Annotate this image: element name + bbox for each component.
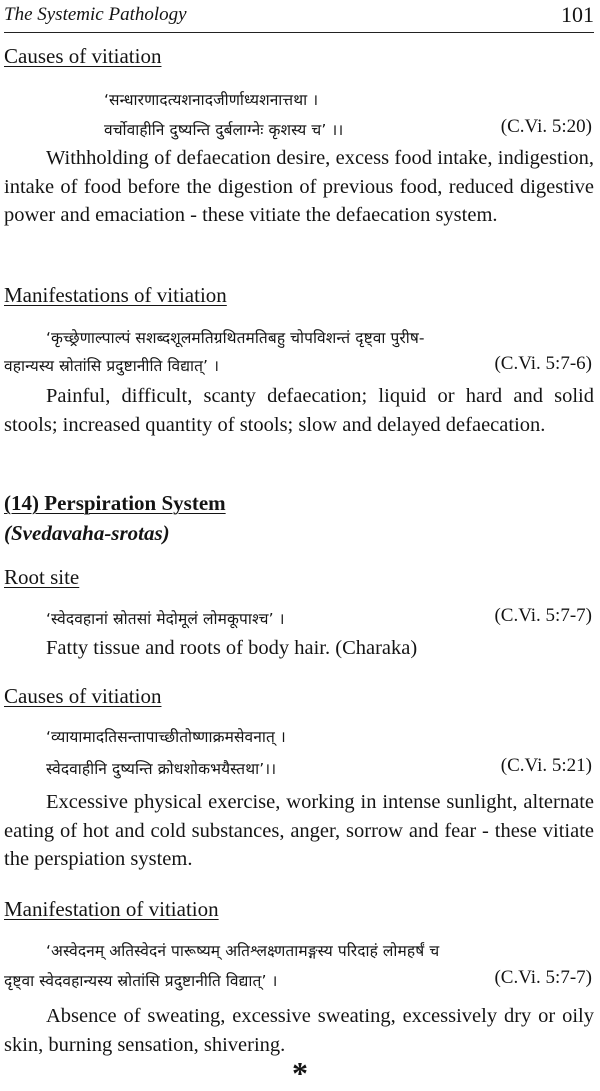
- verse-line: ‘कृच्छ्रेणाल्पाल्पं सशब्दशूलमतिग्रथितमतिबहु चोपविशन्तं दृष्ट्वा पुरीष-: [46, 329, 425, 347]
- heading-root-site: Root site: [4, 565, 80, 589]
- verse-reference: (C.Vi. 5:7-7): [494, 967, 592, 988]
- page-header: [4, 2, 594, 33]
- heading-perspiration-system: (14) Perspiration System: [4, 491, 226, 515]
- heading-manifestations-of-vitiation: Manifestations of vitiation: [4, 283, 227, 307]
- verse-line: ‘अस्वेदनम् अतिस्वेदनं पारूष्यम् अतिश्लक्ष्णतामङ्गस्य परिदाहं लोमहर्षं च: [46, 942, 440, 960]
- paragraph: Absence of sweating, excessive sweating, excessively dry or oily skin, burning sensation, shivering.: [4, 1005, 594, 1056]
- verse-reference: (C.Vi. 5:21): [500, 755, 592, 776]
- verse-reference: (C.Vi. 5:20): [500, 116, 592, 137]
- paragraph: Excessive physical exercise, working in intense sunlight, alternate eating of hot and cold substances, anger, sorrow and fear - these vitiate the perspiation system.: [4, 791, 594, 870]
- verse-reference: (C.Vi. 5:7-6): [494, 353, 592, 374]
- verse-line: ‘सन्धारणादत्यशनादजीर्णाध्यशनात्तथा ।: [104, 91, 319, 109]
- heading-manifestation-of-vitiation: Manifestation of vitiation: [4, 897, 219, 921]
- verse-line: ‘स्वेदवहानां स्रोतसां मेदोमूलं लोमकूपाश्च’ ।: [46, 610, 285, 628]
- verse-line: वर्चोवाहीनि दुष्यन्ति दुर्बलाग्नेः कृशस्य च’ ।।: [104, 121, 344, 139]
- subheading-svedavaha-srotas: (Svedavaha-srotas): [4, 521, 170, 545]
- verse-line: ‘व्यायामादतिसन्तापाच्छीतोष्णाक्रमसेवनात् ।: [46, 728, 286, 746]
- verse-line: दृष्ट्वा स्वेदवहान्यस्य स्रोतांसि प्रदुष्टानीति विद्यात्’ ।: [4, 972, 278, 990]
- verse-reference: (C.Vi. 5:7-7): [494, 605, 592, 626]
- paragraph: Withholding of defaecation desire, excess food intake, indigestion, intake of food before the digestion of previous food, reduced digestive power and emaciation - these vitiate the defaecation system.: [4, 147, 594, 226]
- paragraph: Painful, difficult, scanty defaecation; liquid or hard and solid stools; increased quantity of stools; slow and delayed defaecation.: [4, 385, 594, 436]
- verse-line: स्वेदवाहीनि दुष्यन्ति क्रोधशोकभयैस्तथा’।।: [46, 760, 277, 778]
- running-title: The Systemic Pathology: [4, 4, 187, 25]
- verse-line: वहान्यस्य स्रोतांसि प्रदुष्टानीति विद्यात्’ ।: [4, 357, 220, 375]
- end-asterisk: *: [292, 1055, 308, 1091]
- paragraph: Fatty tissue and roots of body hair. (Charaka): [46, 637, 418, 659]
- page-number: 101: [561, 2, 594, 27]
- heading-causes-of-vitiation-perspiration: Causes of vitiation: [4, 684, 162, 708]
- heading-causes-of-vitiation-defaecation: Causes of vitiation: [4, 44, 162, 68]
